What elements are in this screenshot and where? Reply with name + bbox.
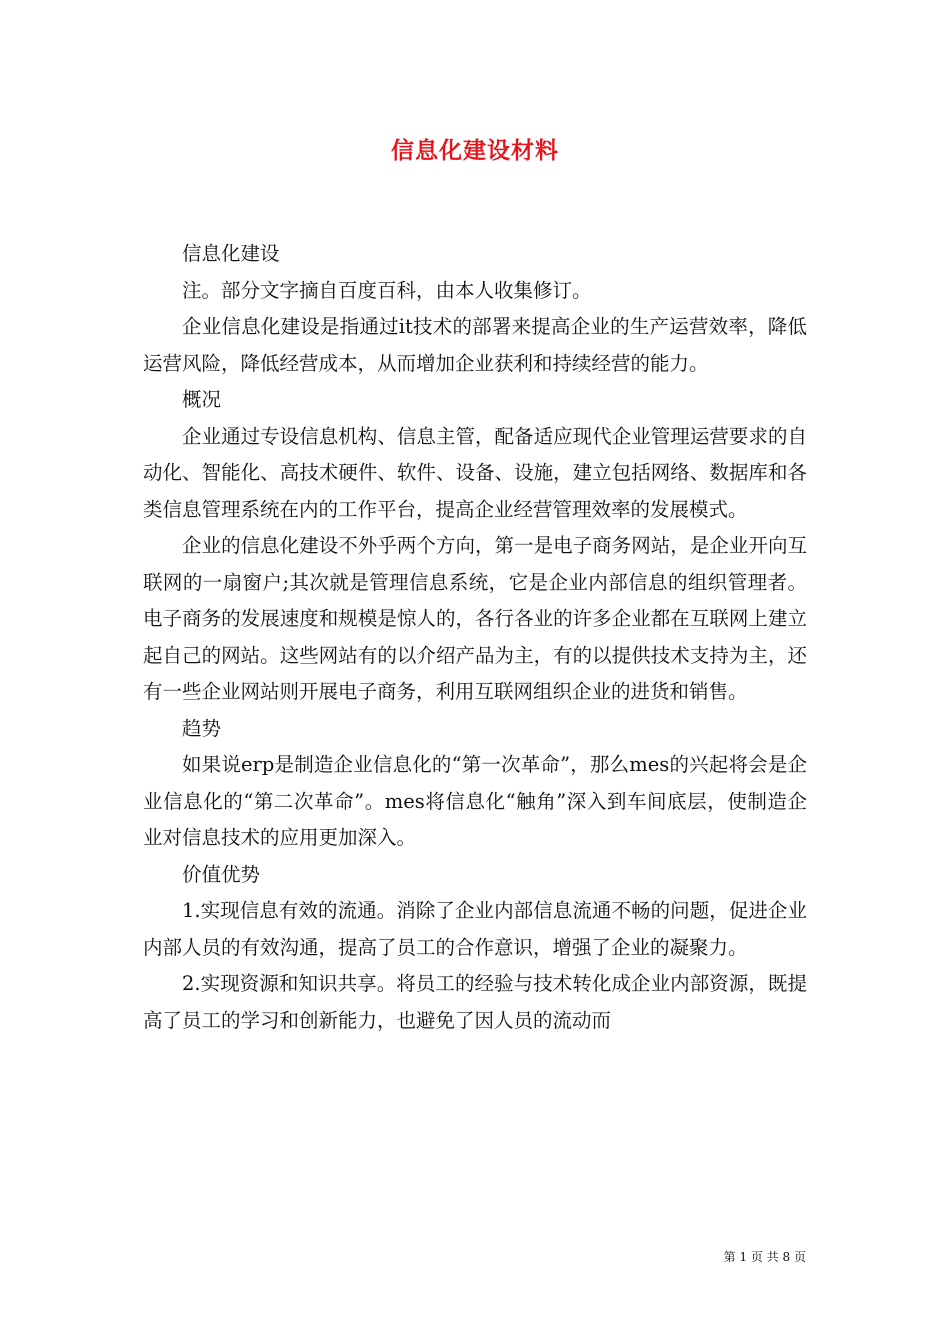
paragraph: 1.实现信息有效的流通。消除了企业内部信息流通不畅的问题，促进企业内部人员的有效沟通，提高了员工的合作意识，增强了企业的凝聚力。 [143, 899, 807, 959]
paragraph: 如果说erp是制造企业信息化的“第一次革命”，那么mes的兴起将会是企业信息化的“第二次革命”。mes将信息化“触角”深入到车间底层，使制造企业对信息技术的应用更加深入。 [143, 753, 807, 849]
section-heading-overview: 概况 [182, 388, 222, 411]
paragraph: 企业信息化建设是指通过it技术的部署来提高企业的生产运营效率，降低运营风险，降低经营成本，从而增加企业获利和持续经营的能力。 [143, 315, 807, 375]
paragraph-heading: 信息化建设 [182, 242, 280, 265]
paragraph-note: 注。部分文字摘自百度百科，由本人收集修订。 [182, 278, 592, 302]
section-heading-value: 价值优势 [182, 862, 261, 886]
paragraph: 2.实现资源和知识共享。将员工的经验与技术转化成企业内部资源，既提高了员工的学习和创新能力，也避免了因人员的流动而 [143, 972, 807, 1032]
paragraph: 企业的信息化建设不外乎两个方向，第一是电子商务网站，是企业开向互联网的一扇窗户;其次就是管理信息系统，它是企业内部信息的组织管理者。电子商务的发展速度和规模是惊人的，各行各业的许多企业都在互联网上建立起自己的网站。这些网站有的以介绍产品为主，有的以提供技术支持为主，还有一些企业网站则开展电子商务，利用互联网组织企业的进货和销售。 [143, 534, 807, 703]
section-heading-trend: 趋势 [182, 716, 222, 740]
document-body [143, 236, 807, 1039]
page-number: 第 1 页 共 8 页 [723, 1250, 806, 1264]
document-title: 信息化建设材料 [391, 137, 559, 164]
paragraph: 企业通过专设信息机构、信息主管，配备适应现代企业管理运营要求的自动化、智能化、高技术硬件、软件、设备、设施，建立包括网络、数据库和各类信息管理系统在内的工作平台，提高企业经营管理效率的发展模式。 [143, 424, 807, 521]
